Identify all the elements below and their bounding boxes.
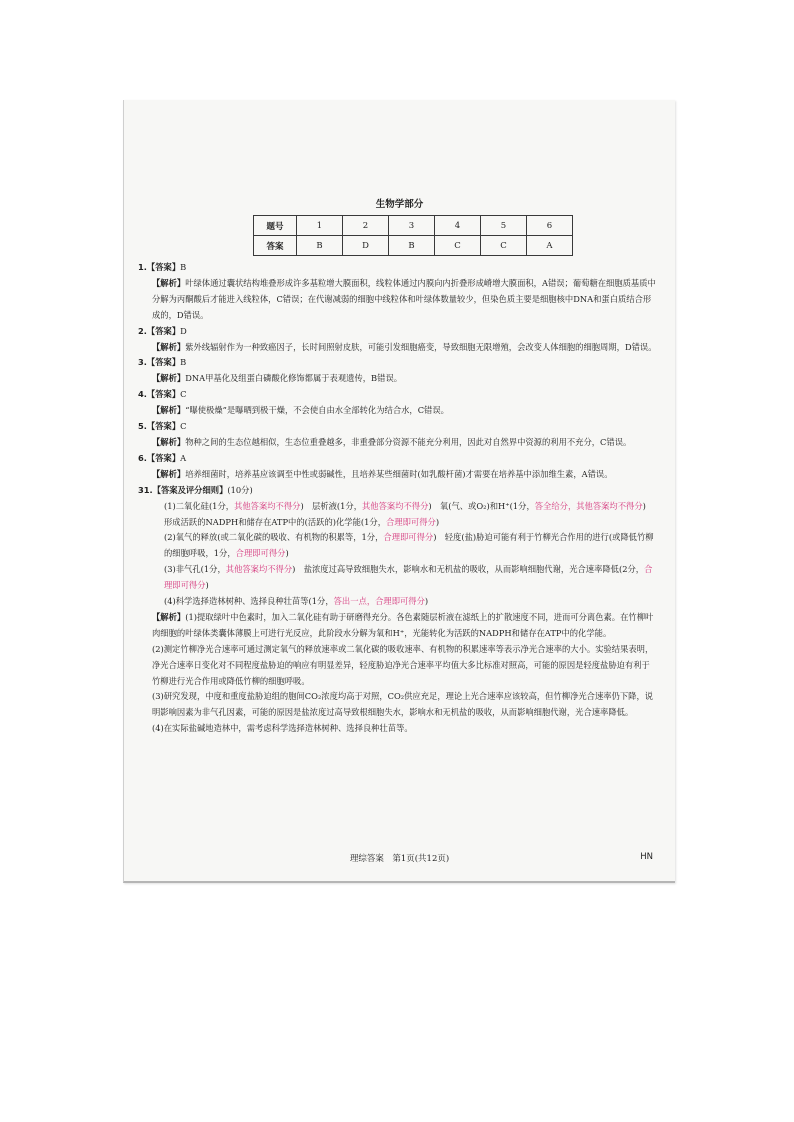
scoring-note: 答全给分，其他答案均不得分 <box>534 500 643 511</box>
table-row <box>254 216 573 236</box>
answer-label: 4.【答案】 <box>138 389 181 400</box>
answer-value: A <box>180 452 187 463</box>
q31-part3 <box>138 562 658 594</box>
answer-value: C <box>180 421 187 432</box>
scoring-note: 合理即可得分 <box>386 516 436 527</box>
table-cell: 2 <box>343 216 389 236</box>
region-code: HN <box>640 852 653 862</box>
table-cell: B <box>297 236 343 256</box>
table-cell: C <box>481 236 527 256</box>
part-text: ) 盐浓度过高导致细胞失水，影响水和无机盐的吸收，从而影响细胞代谢，光合速率降低(2分， <box>292 564 645 575</box>
q3-answer <box>138 355 658 371</box>
analysis-label: 【解析】 <box>152 373 186 384</box>
analysis-text: 叶绿体通过囊状结构堆叠形成许多基粒增大膜面积，线粒体通过内膜向内折叠形成嵴增大膜面积，A错误；葡萄糖在细胞质基质中分解为丙酮酸后才能进入线粒体，C错误；在代谢减弱的细胞中线粒体和叶绿体数量较少，但染色质主要是细胞核中DNA和蛋白质结合形成的，D错误。 <box>152 277 656 320</box>
scoring-note: 合理即可得分 <box>164 564 653 591</box>
analysis-text: (2)测定竹柳净光合速率可通过测定氧气的释放速率或二氧化碳的吸收速率、有机物的积累速率等表示净光合速率的大小。实验结果表明，净光合速率日变化对不同程度盐胁迫的响应有明显差异，轻度胁迫净光合速率平均值大多比标准对照高，可能的原因是轻度盐胁迫有利于竹柳进行光合作用或降低竹柳的细胞呼吸。 <box>152 643 654 686</box>
analysis-text: 培养细菌时，培养基应该调至中性或弱碱性，且培养某些细菌时(如乳酸杆菌)才需要在培养基中添加维生素，A错误。 <box>185 468 613 479</box>
q31-header <box>138 483 658 499</box>
document-page <box>123 100 675 883</box>
q31-part1 <box>138 499 658 531</box>
table-cell: 5 <box>481 216 527 236</box>
q2-analysis <box>138 340 658 356</box>
scoring-note: 其他答案均不得分 <box>225 564 293 575</box>
analysis-text: (1)提取绿叶中色素时，加入二氧化硅有助于研磨得充分。各色素随层析液在滤纸上的扩散速度不同，进而可分离色素。在竹柳叶肉细胞的叶绿体类囊体薄膜上可进行光反应，此阶段水分解为氧和H⁺，光能转化为活跃的NADPH和储存在ATP中的化学能。 <box>152 611 654 638</box>
analysis-label: 【解析】 <box>152 341 186 352</box>
answer-label: 1.【答案】 <box>138 262 181 272</box>
page-number: 理综答案 第1页(共12页) <box>349 854 450 864</box>
q6-analysis <box>138 467 658 483</box>
answer-label: 5.【答案】 <box>138 421 181 432</box>
q31-analysis-4 <box>138 721 658 737</box>
analysis-text: (3)研究发现，中度和重度盐胁迫组的胞间CO₂浓度均高于对照，CO₂供应充足，理论上光合速率应该较高，但竹柳净光合速率仍下降，说明影响因素为非气孔因素，可能的原因是盐浓度过高导致根细胞失水，影响水和无机盐的吸收，从而影响细胞代谢，光合速率降低。 <box>152 691 654 718</box>
section-title: 生物学部分 <box>375 199 424 210</box>
q31-part4 <box>138 594 658 610</box>
q5-analysis <box>138 435 658 451</box>
table-cell: 6 <box>527 216 573 236</box>
q4-analysis <box>138 403 658 419</box>
q2-answer <box>138 324 658 340</box>
table-cell: 3 <box>389 216 435 236</box>
table-header-answer: 答案 <box>254 236 297 256</box>
analysis-text: 物种之间的生态位越相似，生态位重叠越多，非重叠部分资源不能充分利用，因此对自然界中资源的利用不充分，C错误。 <box>185 436 632 447</box>
scoring-note: 其他答案均不得分 <box>234 500 301 511</box>
analysis-label: 【解析】 <box>152 611 186 622</box>
table-header-number: 题号 <box>254 216 297 236</box>
part-text: ) <box>285 548 289 559</box>
analysis-text: DNA甲基化及组蛋白磷酸化修饰都属于表观遗传，B错误。 <box>185 373 403 384</box>
answer-content <box>138 260 658 737</box>
q1-answer <box>138 260 658 276</box>
q4-answer <box>138 387 658 403</box>
scoring-note: 其他答案均不得分 <box>362 500 429 511</box>
part-text: (2)氧气的释放(或二氧化碳的吸收、有机物的积累等，1分， <box>164 532 384 543</box>
part-text: (3)非气孔(1分， <box>164 564 226 575</box>
q3-analysis <box>138 371 658 387</box>
table-cell: C <box>435 236 481 256</box>
q31-analysis-1 <box>138 610 658 642</box>
part-text: ) 氧(气、或O₂)和H⁺(1分， <box>428 500 535 511</box>
q6-answer <box>138 451 658 467</box>
analysis-text: (4)在实际盐碱地造林中，需考虑科学选择造林树种、选择良种壮苗等。 <box>152 723 413 734</box>
answer-label: 31.【答案及评分细则】 <box>138 484 228 495</box>
answer-value: B <box>180 357 187 368</box>
table-cell: 1 <box>297 216 343 236</box>
scoring-note: 合理即可得分 <box>235 548 286 559</box>
part-text: ) 形成活跃的NADPH和储存在ATP中的(活跃的)化学能(1分， <box>164 500 655 527</box>
q31-analysis-3 <box>138 689 658 721</box>
table-cell: B <box>389 236 435 256</box>
answer-value: B <box>180 262 187 272</box>
table-cell: D <box>343 236 389 256</box>
q31-part2 <box>138 530 658 562</box>
part-text: (4)科学选择造林树种、选择良种壮苗等(1分， <box>164 596 334 607</box>
score: (10分) <box>227 484 253 495</box>
analysis-text: 紫外线辐射作为一种致癌因子，长时间照射皮肤，可能引发细胞癌变，导致细胞无限增殖，会改变人体细胞的细胞周期，D错误。 <box>185 341 657 352</box>
part-text: ) <box>424 596 429 607</box>
scoring-note: 答出一点，合理即可得分 <box>333 596 425 607</box>
part-text: ) 轻度(盐)胁迫可能有利于竹柳光合作用的进行(或降低竹柳的细胞呼吸，1分， <box>164 532 654 559</box>
analysis-label: 【解析】 <box>152 468 186 479</box>
analysis-label: 【解析】 <box>152 436 186 447</box>
table-cell: 4 <box>435 216 481 236</box>
answer-label: 3.【答案】 <box>138 357 181 368</box>
scoring-note: 合理即可得分 <box>383 532 434 543</box>
analysis-text: “曝使极燥”是曝晒到极干燥，不会使自由水全部转化为结合水，C错误。 <box>185 405 449 416</box>
q5-answer <box>138 419 658 435</box>
table-cell: A <box>527 236 573 256</box>
answer-value: C <box>180 389 187 400</box>
answer-value: D <box>180 325 187 336</box>
part-text: (1)二氧化硅(1分， <box>164 500 235 511</box>
part-text: ) <box>205 580 209 591</box>
analysis-label: 【解析】 <box>152 405 186 416</box>
answer-label: 2.【答案】 <box>138 325 181 336</box>
q31-analysis-2 <box>138 642 658 690</box>
table-row <box>254 236 573 256</box>
part-text: ) 层析液(1分， <box>300 500 362 511</box>
analysis-label: 【解析】 <box>152 277 186 288</box>
answer-table <box>253 215 573 256</box>
answer-label: 6.【答案】 <box>138 452 181 463</box>
part-text: ) <box>435 516 440 527</box>
q1-analysis <box>138 276 658 324</box>
